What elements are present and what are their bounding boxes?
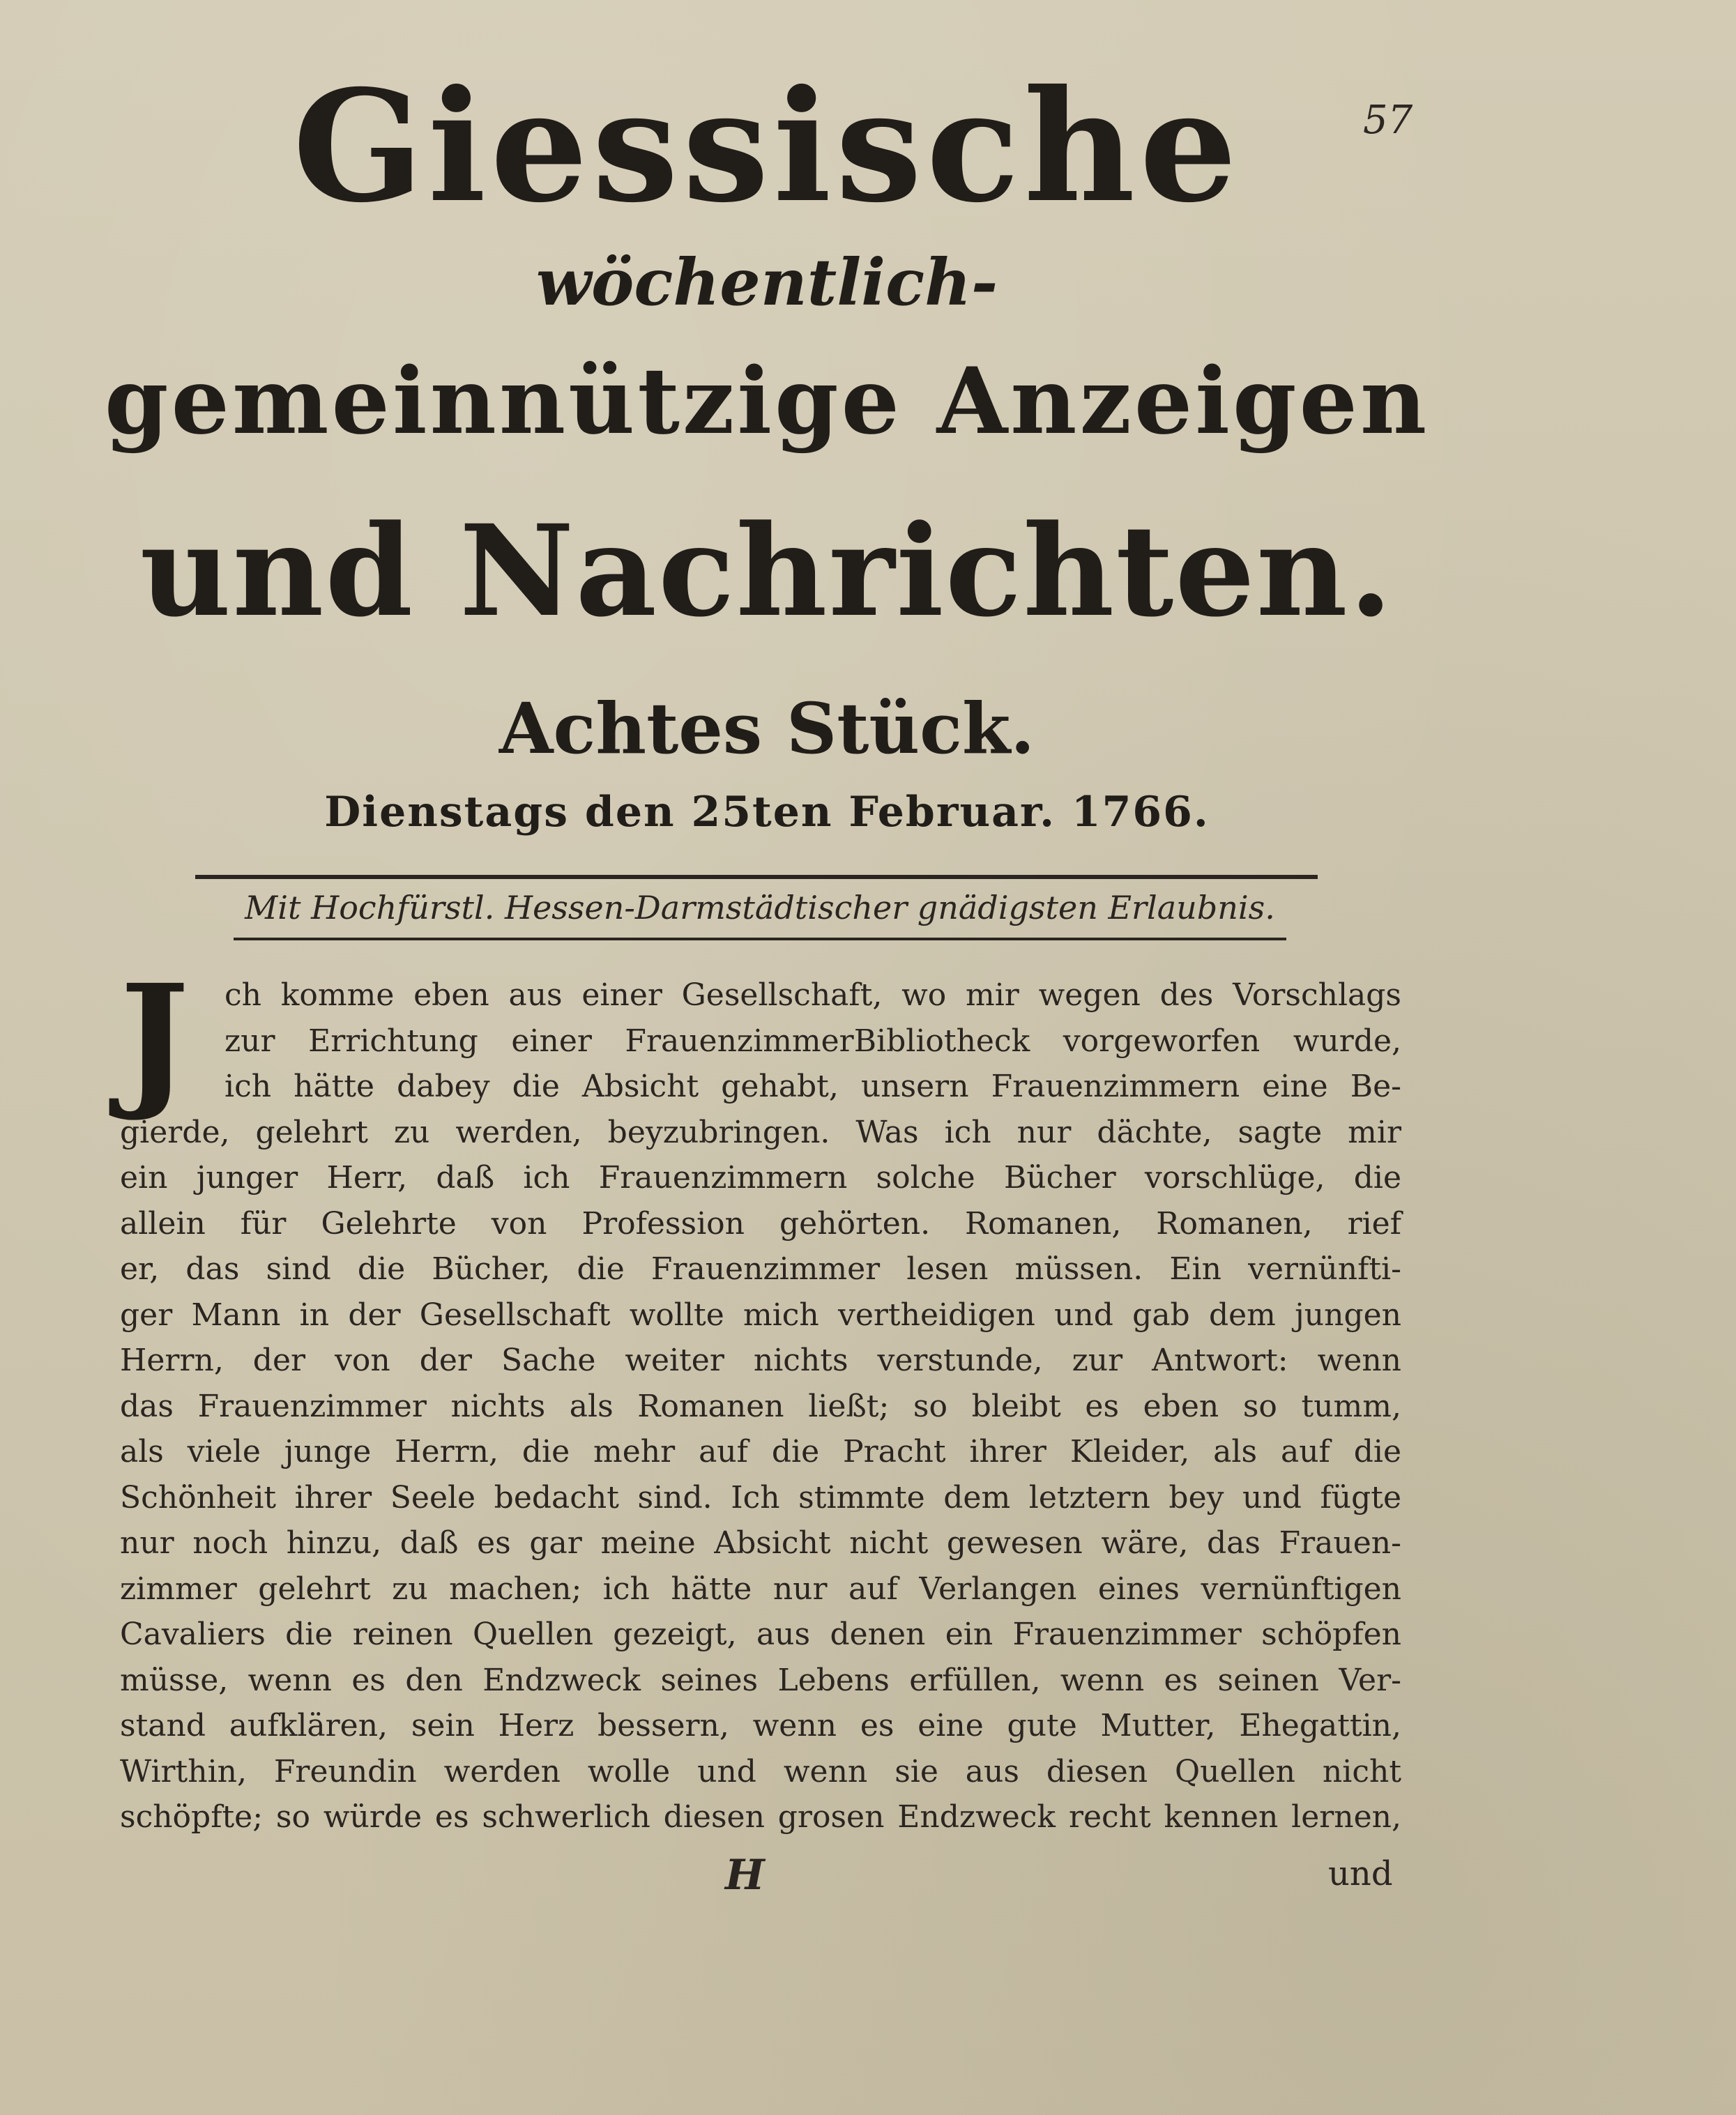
issue-number: Achtes Stück. bbox=[498, 687, 1035, 770]
masthead-title-line-3: gemeinnützige Anzeigen bbox=[105, 347, 1430, 455]
article-line: ch komme eben aus einer Gesellschaft, wo mir wegen des Vorschlags bbox=[224, 977, 1401, 1013]
masthead-title-line-1: Giessische bbox=[292, 56, 1242, 236]
article-line: ein junger Herr, daß ich Frauenzimmern solche Bücher vorschlüge, die bbox=[120, 1160, 1401, 1196]
article-line: er, das sind die Bücher, die Frauenzimmer lesen müssen. Ein vernünfti- bbox=[120, 1251, 1401, 1287]
article-line: schöpfte; so würde es schwerlich diesen grosen Endzweck recht kennen lernen, bbox=[120, 1799, 1401, 1835]
divider-rule-bottom bbox=[234, 938, 1286, 940]
article-line: stand aufklären, sein Herz bessern, wenn es eine gute Mutter, Ehegattin, bbox=[120, 1708, 1401, 1743]
article-line: Schönheit ihrer Seele bedacht sind. Ich stimmte dem letztern bey und fügte bbox=[120, 1479, 1401, 1515]
article-line: ger Mann in der Gesellschaft wollte mich vertheidigen und gab dem jungen bbox=[120, 1297, 1401, 1333]
masthead-title-line-2: wöchentlich- bbox=[535, 245, 998, 320]
issue-date: Dienstags den 25ten Februar. 1766. bbox=[324, 788, 1210, 837]
page-number: 57 bbox=[1363, 98, 1413, 143]
article-body bbox=[120, 972, 1401, 1840]
article-line: zimmer gelehrt zu machen; ich hätte nur auf Verlangen eines vernünftigen bbox=[120, 1571, 1401, 1607]
article-line: das Frauenzimmer nichts als Romanen ließt; so bleibt es eben so tumm, bbox=[120, 1388, 1401, 1424]
article-line: als viele junge Herrn, die mehr auf die Pracht ihrer Kleider, als auf die bbox=[120, 1434, 1401, 1469]
signature-mark: H bbox=[725, 1851, 765, 1900]
article-line: gierde, gelehrt zu werden, beyzubringen. Was ich nur dächte, sagte mir bbox=[120, 1114, 1401, 1150]
article-line: ich hätte dabey die Absicht gehabt, unsern Frauenzimmern eine Be- bbox=[224, 1069, 1401, 1104]
drop-cap: J bbox=[120, 952, 190, 1124]
article-line: Wirthin, Freundin werden wolle und wenn sie aus diesen Quellen nicht bbox=[120, 1753, 1401, 1789]
masthead-title-line-4: und Nachrichten. bbox=[139, 498, 1394, 645]
divider-rule-top bbox=[195, 875, 1318, 879]
privilege-notice: Mit Hochfürstl. Hessen-Darmstädtischer gnädigsten Erlaubnis. bbox=[245, 889, 1275, 926]
article-line: allein für Gelehrte von Profession gehörten. Romanen, Romanen, rief bbox=[120, 1205, 1401, 1242]
article-line: Herrn, der von der Sache weiter nichts verstunde, zur Antwort: wenn bbox=[120, 1343, 1401, 1378]
article-line: nur noch hinzu, daß es gar meine Absicht nicht gewesen wäre, das Frauen- bbox=[120, 1525, 1401, 1561]
article-line: zur Errichtung einer FrauenzimmerBibliotheck vorgeworfen wurde, bbox=[224, 1023, 1401, 1059]
article-line: Cavaliers die reinen Quellen gezeigt, aus denen ein Frauenzimmer schöpfen bbox=[120, 1617, 1401, 1652]
catchword: und bbox=[1328, 1854, 1393, 1893]
article-line: müsse, wenn es den Endzweck seines Lebens erfüllen, wenn es seinen Ver- bbox=[120, 1662, 1401, 1698]
